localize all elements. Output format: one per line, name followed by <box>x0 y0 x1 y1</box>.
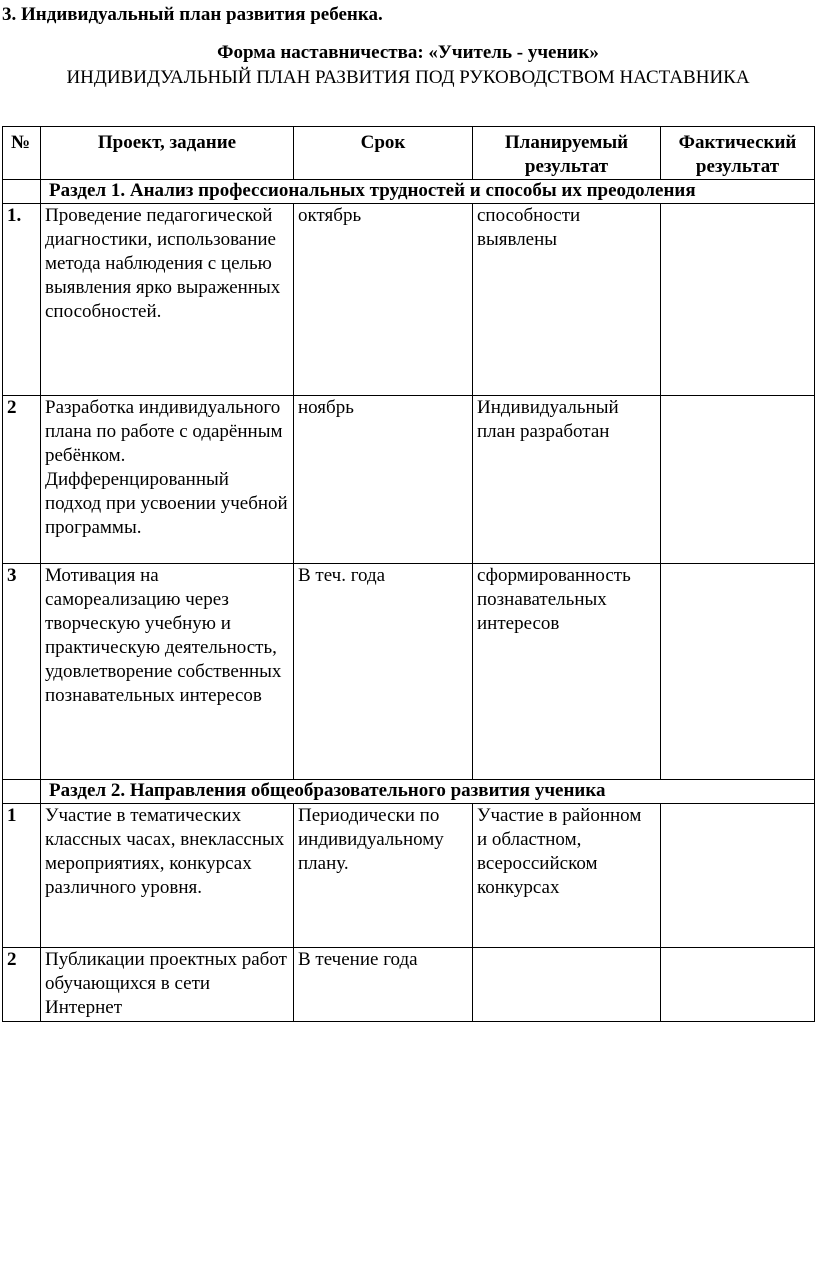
row-task: Публикации проектных работ обучающихся в сети Интернет <box>41 948 294 1022</box>
row-actual-result <box>661 396 815 564</box>
plan-main-title: ИНДИВИДУАЛЬНЫЙ ПЛАН РАЗВИТИЯ ПОД РУКОВОДСТВОМ НАСТАВНИКА <box>66 67 750 88</box>
row-actual-result <box>661 804 815 948</box>
table-header-row <box>3 127 815 180</box>
header-num: № <box>3 127 41 180</box>
row-task: Разработка индивидуального плана по работе с одарённым ребёнком. Дифференцированный подход при усвоении учебной программы. <box>41 396 294 564</box>
document-heading: 3. Индивидуальный план развития ребенка. <box>2 4 383 25</box>
row-task: Мотивация на самореализацию через творческую учебную и практическую деятельность, удовлетворение собственных познавательных интересов <box>41 564 294 780</box>
row-planned-result: способности выявлены <box>473 204 661 396</box>
header-task: Проект, задание <box>41 127 294 180</box>
row-num: 2 <box>3 948 41 1022</box>
row-term: ноябрь <box>294 396 473 564</box>
header-planned-result: Планируемый результат <box>473 127 661 180</box>
row-term: октябрь <box>294 204 473 396</box>
table-row <box>3 948 815 1022</box>
development-plan-table <box>2 126 815 1022</box>
section-2-title: Раздел 2. Направления общеобразовательного развития ученика <box>41 780 815 804</box>
row-planned-result: Участие в районном и областном, всероссийском конкурсах <box>473 804 661 948</box>
section-num-cell <box>3 180 41 204</box>
row-term: В течение года <box>294 948 473 1022</box>
row-actual-result <box>661 204 815 396</box>
row-task: Участие в тематических классных часах, внеклассных мероприятиях, конкурсах различного уровня. <box>41 804 294 948</box>
row-task: Проведение педагогической диагностики, использование метода наблюдения с целью выявления ярко выраженных способностей. <box>41 204 294 396</box>
section-row <box>3 780 815 804</box>
section-1-title: Раздел 1. Анализ профессиональных трудностей и способы их преодоления <box>41 180 815 204</box>
row-actual-result <box>661 948 815 1022</box>
row-num: 1 <box>3 804 41 948</box>
section-num-cell <box>3 780 41 804</box>
row-planned-result: Индивидуальный план разработан <box>473 396 661 564</box>
table-row <box>3 396 815 564</box>
table-row <box>3 564 815 780</box>
row-num: 1. <box>3 204 41 396</box>
row-term: Периодически по индивидуальному плану. <box>294 804 473 948</box>
section-row <box>3 180 815 204</box>
row-planned-result <box>473 948 661 1022</box>
row-actual-result <box>661 564 815 780</box>
row-num: 2 <box>3 396 41 564</box>
header-actual-result: Фактический результат <box>661 127 815 180</box>
row-num: 3 <box>3 564 41 780</box>
mentoring-form-title: Форма наставничества: «Учитель - ученик» <box>217 42 599 63</box>
header-term: Срок <box>294 127 473 180</box>
row-planned-result: сформированность познавательных интересов <box>473 564 661 780</box>
table-row <box>3 204 815 396</box>
table-row <box>3 804 815 948</box>
row-term: В теч. года <box>294 564 473 780</box>
